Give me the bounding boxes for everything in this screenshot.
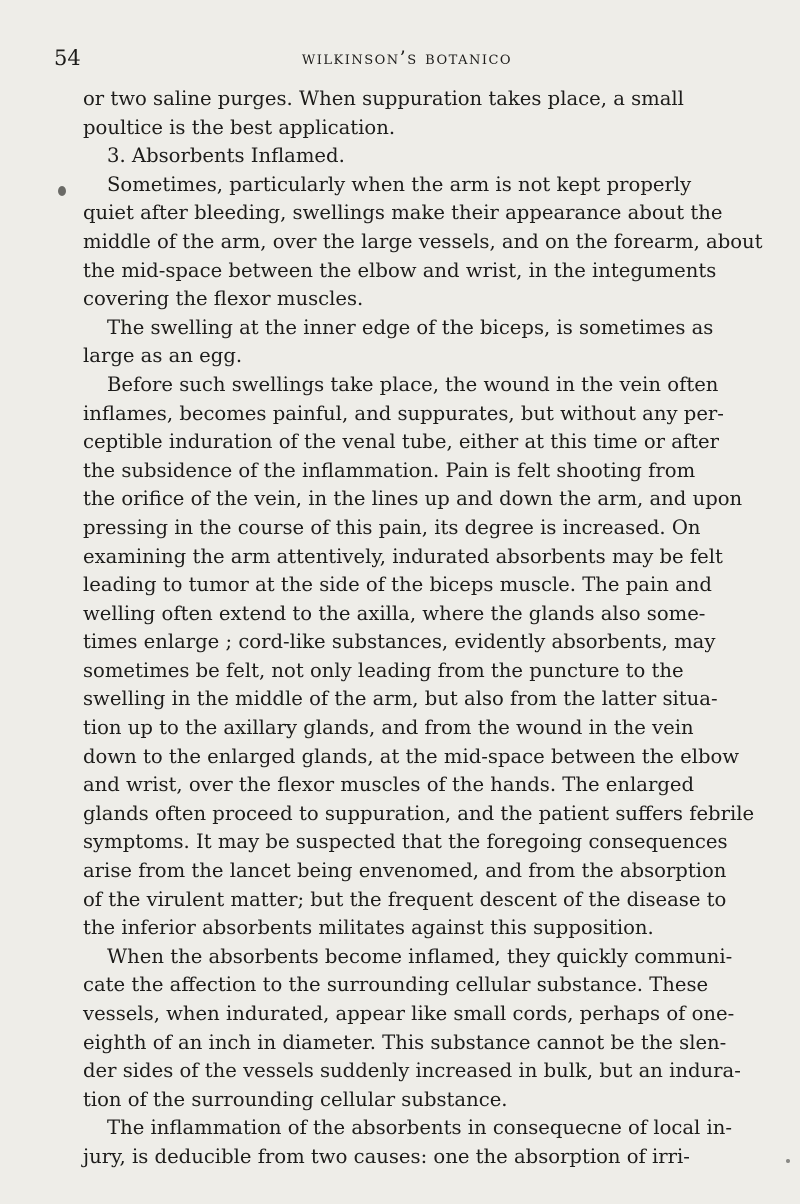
text-line: the subsidence of the inflammation. Pain is felt shooting from — [83, 458, 696, 482]
text-line: quiet after bleeding, swellings make their appearance about the — [83, 201, 723, 225]
ink-spot — [58, 186, 66, 196]
text-line: the orifice of the vein, in the lines up and down the arm, and upon — [83, 487, 743, 511]
text-line: arise from the lancet being envenomed, and from the absorption — [83, 859, 727, 883]
text-line: tion of the surrounding cellular substance. — [83, 1087, 508, 1111]
text-line: poultice is the best application. — [83, 115, 396, 139]
section-heading: 3. Absorbents Inflamed. — [107, 144, 345, 168]
text-line: and wrist, over the flexor muscles of the hands. The enlarged — [83, 773, 695, 797]
text-line: covering the flexor muscles. — [83, 287, 364, 311]
text-line: leading to tumor at the side of the biceps muscle. The pain and — [83, 573, 712, 597]
text-line: times enlarge ; cord-like substances, evidently absorbents, may — [83, 630, 716, 654]
body-text — [83, 85, 787, 1172]
text-line: the inferior absorbents militates against this supposition. — [83, 916, 654, 940]
text-line: pressing in the course of this pain, its degree is increased. On — [83, 515, 701, 539]
text-line: large as an egg. — [83, 344, 243, 368]
text-line: tion up to the axillary glands, and from the wound in the vein — [83, 716, 694, 740]
text-line: eighth of an inch in diameter. This substance cannot be the slen- — [83, 1030, 727, 1054]
text-line: When the absorbents become inflamed, they quickly communi- — [107, 944, 733, 968]
text-line: or two saline purges. When suppuration takes place, a small — [83, 87, 684, 110]
text-line: inflames, becomes painful, and suppurates, but without any per- — [83, 401, 724, 425]
text-line: der sides of the vessels suddenly increased in bulk, but an indura- — [83, 1059, 741, 1083]
text-line: examining the arm attentively, indurated absorbents may be felt — [83, 544, 723, 568]
text-line: down to the enlarged glands, at the mid-space between the elbow — [83, 744, 740, 768]
text-line: symptoms. It may be suspected that the foregoing consequences — [83, 830, 728, 854]
page-header — [54, 46, 760, 74]
text-line: sometimes be felt, not only leading from the puncture to the — [83, 658, 684, 682]
text-line: the mid-space between the elbow and wrist, in the integuments — [83, 258, 717, 282]
text-line: The swelling at the inner edge of the biceps, is sometimes as — [107, 315, 714, 339]
text-line: vessels, when indurated, appear like small cords, perhaps of one- — [83, 1002, 735, 1025]
text-line: welling often extend to the axilla, where the glands also some- — [83, 601, 706, 625]
running-title: wilkinson’s botanico — [301, 47, 513, 69]
page-number: 54 — [54, 46, 81, 70]
text-line: of the virulent matter; but the frequent descent of the disease to — [83, 887, 727, 911]
text-line: middle of the arm, over the large vessels, and on the forearm, about — [83, 229, 763, 253]
text-line: Before such swellings take place, the wound in the vein often — [107, 372, 719, 396]
text-line: Sometimes, particularly when the arm is not kept properly — [107, 172, 692, 196]
text-line: jury, is deducible from two causes: one the absorption of irri- — [83, 1144, 690, 1168]
text-line: glands often proceed to suppuration, and the patient suffers febrile — [83, 801, 755, 825]
text-line: ceptible induration of the venal tube, either at this time or after — [83, 430, 719, 454]
text-line: The inflammation of the absorbents in consequecne of local in- — [107, 1116, 733, 1140]
text-line: cate the affection to the surrounding cellular substance. These — [83, 973, 709, 997]
text-line: swelling in the middle of the arm, but also from the latter situa- — [83, 687, 718, 711]
